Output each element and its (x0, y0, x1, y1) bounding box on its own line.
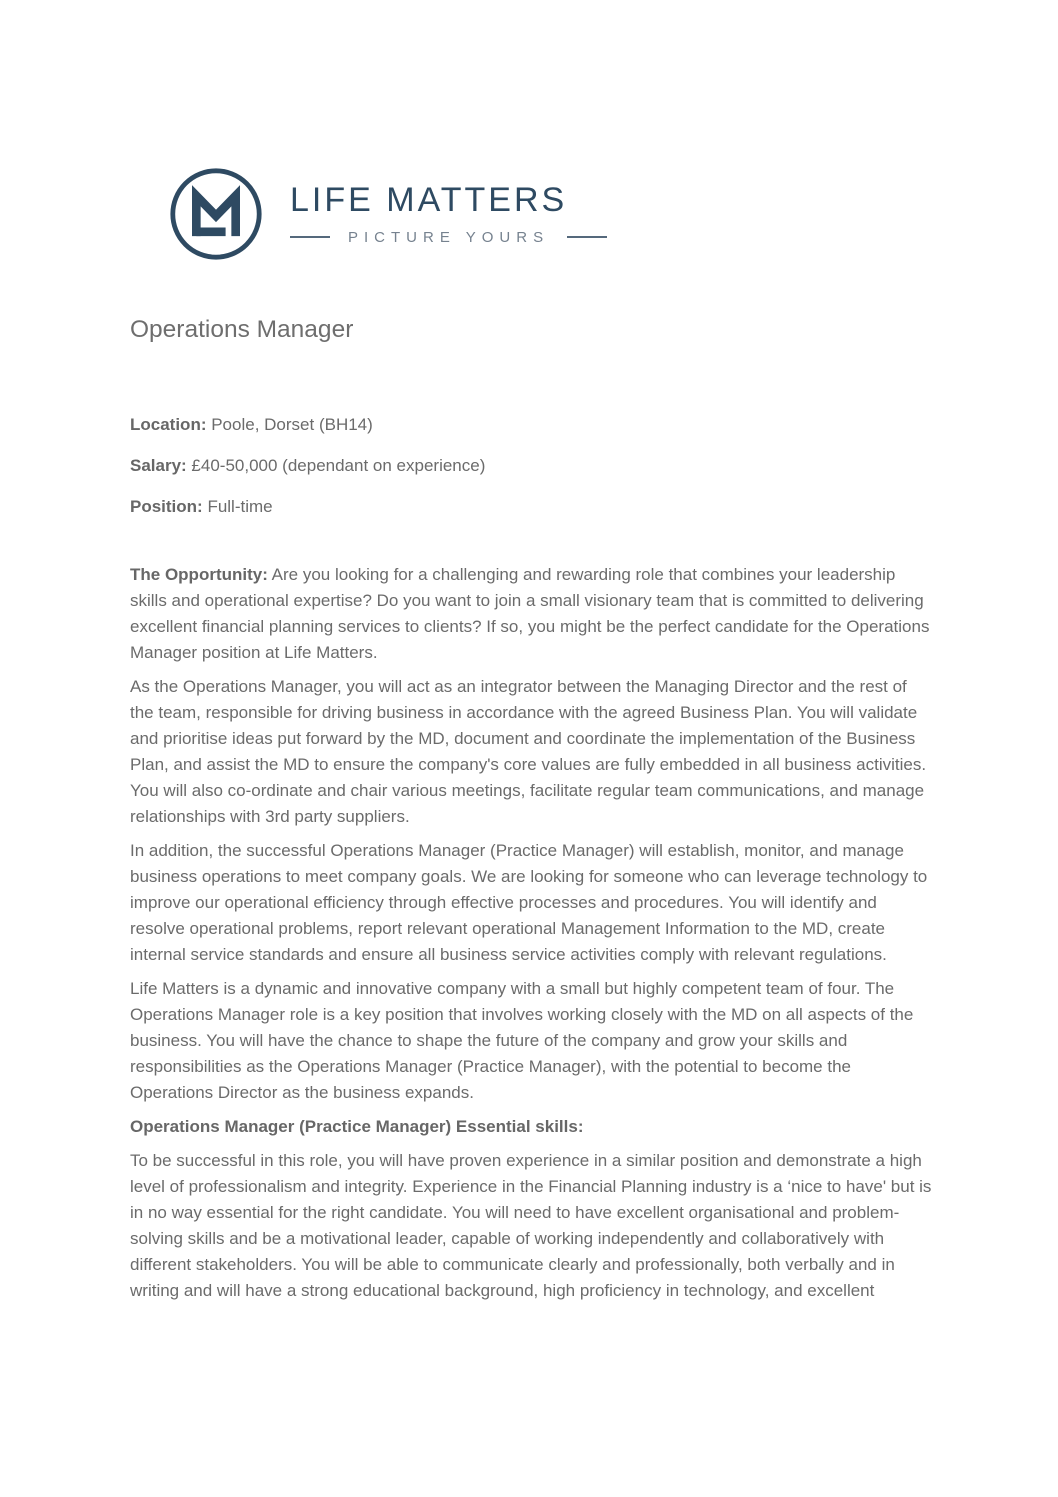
position-value: Full-time (202, 497, 273, 516)
logo-monogram-icon (168, 166, 264, 262)
logo-tagline: PICTURE YOURS (348, 228, 550, 246)
job-title: Operations Manager (130, 316, 354, 343)
logo-text-block (290, 182, 607, 245)
operations-paragraph: In addition, the successful Operations Manager (Practice Manager) will establish, monitor, and manage business operations to meet company goals. We are looking for someone who can leverage technology to improve our operational efficiency through effective processes and procedures. You will identify and resolve operational problems, report relevant operational Management Information to the MD, create internal service standards and ensure all business service activities comply with relevant regulations. (130, 841, 928, 964)
integrator-paragraph: As the Operations Manager, you will act as an integrator between the Managing Director and the rest of the team, responsible for driving business in accordance with the agreed Business Plan. You will validate and prioritise ideas put forward by the MD, document and coordinate the implementation of the Business Plan, and assist the MD to ensure the company's core values are fully embedded in all business activities. You will also co-ordinate and chair various meetings, facilitate regular team communications, and manage relationships with 3rd party suppliers. (130, 677, 927, 826)
salary-value: £40-50,000 (dependant on experience) (186, 456, 486, 475)
opportunity-lead: The Opportunity: (130, 565, 268, 584)
job-body (130, 562, 932, 1304)
essential-skills-heading: Operations Manager (Practice Manager) Essential skills: (130, 1117, 584, 1136)
tagline-left-dash (290, 236, 330, 238)
salary-label: Salary: (130, 456, 187, 475)
tagline-right-dash (567, 236, 607, 238)
salary-row (130, 453, 932, 479)
job-description-content (130, 316, 932, 1312)
logo-wordmark: LIFE MATTERS (290, 181, 568, 220)
position-row (130, 494, 932, 520)
location-row (130, 412, 932, 438)
company-paragraph: Life Matters is a dynamic and innovative company with a small but highly competent team of four. The Operations Manager role is a key position that involves working closely with the MD on all aspects of the business. You will have the chance to shape the future of the company and grow your skills and responsibilities as the Operations Manager (Practice Manager), with the potential to become the Operations Director as the business expands. (130, 979, 914, 1102)
position-label: Position: (130, 497, 203, 516)
logo-tagline-row (290, 229, 607, 246)
job-meta (130, 412, 932, 520)
life-matters-logo (168, 166, 607, 262)
opportunity-paragraph: The Opportunity: Are you looking for a challenging and rewarding role that combines your leadership skills and operational expertise? Do you want to join a small visionary team that is committed to delivering excellent financial planning services to clients? If so, you might be the perfect candidate for the Operations Manager position at Life Matters. (130, 565, 930, 662)
location-value: Poole, Dorset (BH14) (206, 415, 373, 434)
location-label: Location: (130, 415, 207, 434)
skills-paragraph: To be successful in this role, you will have proven experience in a similar position and demonstrate a high level of professionalism and integrity. Experience in the Financial Planning industry is a ‘nice to have' but is in no way essential for the right candidate. You will need to have excellent organisational and problem-solving skills and be a motivational leader, capable of working independently and collaboratively with different stakeholders. You will be able to communicate clearly and professionally, both verbally and in writing and will have a strong educational background, high proficiency in technology, and excellent (130, 1151, 932, 1300)
